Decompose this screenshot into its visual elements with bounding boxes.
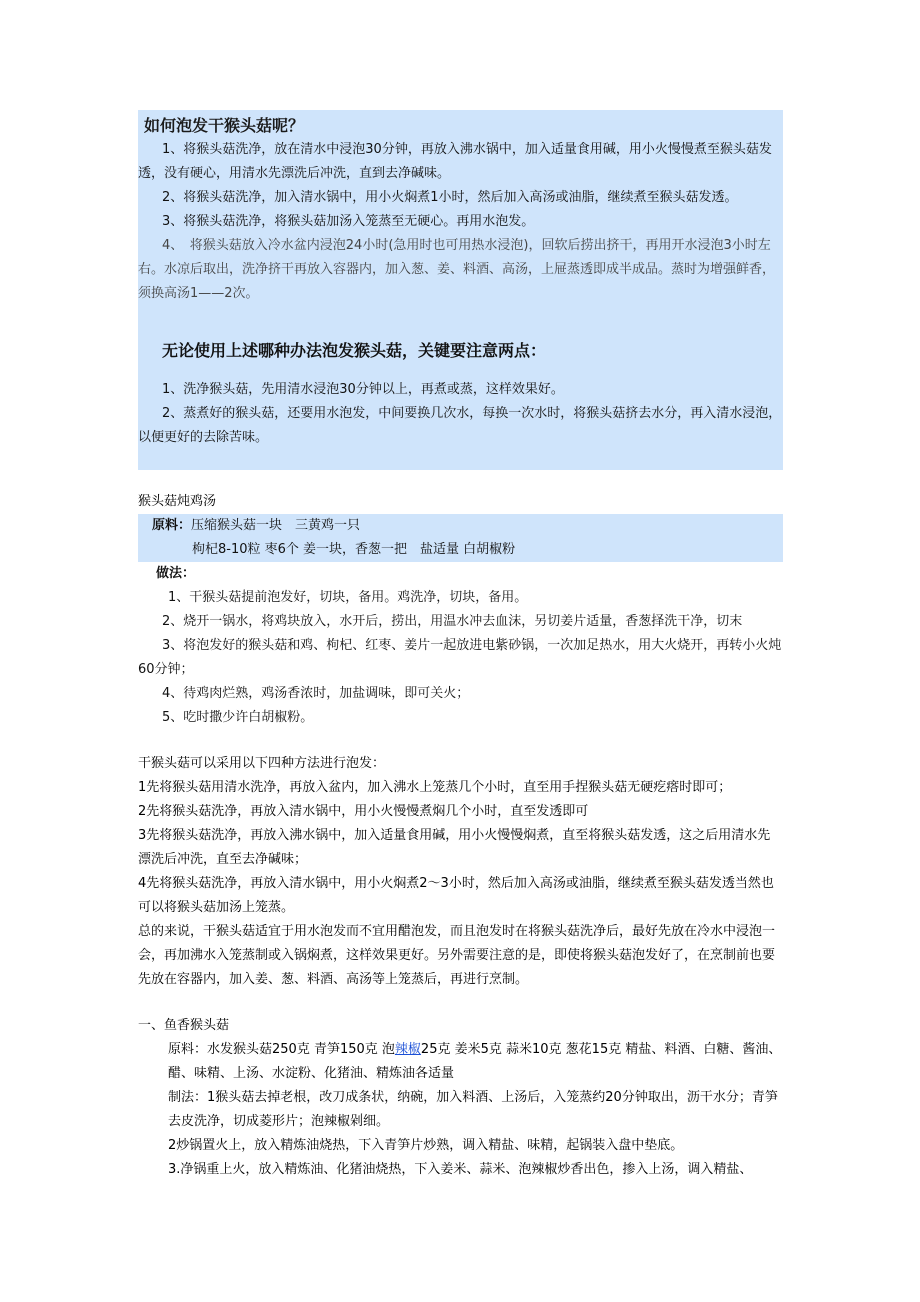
- ingredients-row-1: [138, 514, 783, 538]
- section-subtitle: 无论使用上述哪种办法泡发猴头菇，关键要注意两点：: [162, 341, 547, 360]
- ingredients-label: 原料：: [152, 518, 192, 533]
- method-4: 4先将猴头菇洗净，再放入清水锅中，用小火焖煮2～3小时，然后加入高汤或油脂，继续煮至猴头菇发透当然也可以将猴头菇加汤上笼蒸。: [138, 876, 774, 915]
- recipe2-ingredients: [138, 1038, 783, 1086]
- point-2: 2、蒸煮好的猴头菇，还要用水泡发，中间要换几次水，每换一次水时，将猴头菇挤去水分，再入清水浸泡，以便更好的去除苦味。: [138, 406, 782, 445]
- recipe-step-3: 3、将泡发好的猴头菇和鸡、枸杞、红枣、姜片一起放进电紫砂锅，一次加足热水，用大火烧开，再转小火炖60分钟；: [138, 638, 782, 677]
- section-title: 如何泡发干猴头菇呢？: [144, 116, 305, 135]
- method-label: 做法：: [156, 566, 196, 581]
- soaking-section: [138, 110, 783, 470]
- method-2: 2先将猴头菇洗净，再放入清水锅中，用小火慢慢煮焖几个小时，直至发透即可: [138, 804, 589, 819]
- recipe2-step-3: 3.净锅重上火，放入精炼油、化猪油烧热，下入姜米、蒜米、泡辣椒炒香出色，掺入上汤，调入精盐、: [168, 1162, 753, 1177]
- step-3: 3、将猴头菇洗净，将猴头菇加汤入笼蒸至无硬心。再用水泡发。: [162, 214, 535, 229]
- recipe-step-2: 2、烧开一锅水，将鸡块放入，水开后，捞出，用温水冲去血沫，另切姜片适量，香葱择洗干净，切末: [162, 614, 743, 629]
- document-page: [138, 110, 783, 1182]
- step-2: 2、将猴头菇洗净，加入清水锅中，用小火焖煮1小时，然后加入高汤或油脂，继续煮至猴头菇发透。: [162, 190, 738, 205]
- step-1: 1、将猴头菇洗净，放在清水中浸泡30分钟，再放入沸水锅中，加入适量食用碱，用小火慢慢煮至猴头菇发透，没有硬心，用清水先漂洗后冲洗，直到去净碱味。: [138, 142, 772, 181]
- step-4: 4、 将猴头菇放入冷水盆内浸泡24小时(急用时也可用热水浸泡)，回软后捞出挤干，再用开水浸泡3小时左右。水凉后取出，洗净挤干再放入容器内，加入葱、姜、料酒、高汤，上屉蒸透即成半成品。蒸时为增强鲜香，须换高汤1——2次。: [138, 238, 776, 301]
- recipe-title: 猴头菇炖鸡汤: [138, 494, 217, 509]
- point-1: 1、洗净猴头菇，先用清水浸泡30分钟以上，再煮或蒸，这样效果好。: [162, 382, 564, 397]
- ingredients-line-1: 压缩猴头菇一块 三黄鸡一只: [191, 518, 361, 533]
- recipe2-title: 一、鱼香猴头菇: [138, 1018, 230, 1033]
- chili-link[interactable]: 辣椒: [394, 1042, 421, 1057]
- method-3: 3先将猴头菇洗净，再放入沸水锅中，加入适量食用碱，用小火慢慢焖煮，直至将猴头菇发透，这之后用清水先漂洗后冲洗，直至去净碱味；: [138, 828, 771, 867]
- recipe2-step-1: 制法：1猴头菇去掉老根，改刀成条状，纳碗，加入料酒、上汤后，入笼蒸约20分钟取出，沥干水分；青笋去皮洗净，切成菱形片；泡辣椒剁细。: [168, 1090, 778, 1129]
- method-1: 1先将猴头菇用清水洗净，再放入盆内，加入沸水上笼蒸几个小时，直至用手捏猴头菇无硬疙瘩时即可；: [138, 780, 732, 795]
- ingredients-text: 原料：水发猴头菇250克 青笋150克 泡: [168, 1042, 395, 1057]
- ingredients-block: [138, 514, 783, 562]
- recipe-step-4: 4、待鸡肉烂熟，鸡汤香浓时，加盐调味，即可关火；: [162, 686, 470, 701]
- recipe-step-5: 5、吃时撒少许白胡椒粉。: [162, 710, 314, 725]
- methods-summary: 总的来说，干猴头菇适宜于用水泡发而不宜用醋泡发，而且泡发时在将猴头菇洗净后，最好先放在冷水中浸泡一会，再加沸水入笼蒸制或入锅焖煮，这样效果更好。另外需要注意的是，即使将猴头菇泡发好了，在烹制前也要先放在容器内，加入姜、葱、料酒、高汤等上笼蒸后，再进行烹制。: [138, 924, 776, 987]
- ingredients-line-2: 枸杞8-10粒 枣6个 姜一块，香葱一把 盐适量 白胡椒粉: [192, 542, 516, 557]
- methods-intro: 干猴头菇可以采用以下四种方法进行泡发：: [138, 756, 386, 771]
- recipe2-step-2: 2炒锅置火上，放入精炼油烧热，下入青笋片炒熟，调入精盐、味精，起锅装入盘中垫底。: [168, 1138, 684, 1153]
- ingredients-text-rest: 25克 姜米5克 蒜米10克 葱花15克 精盐、料酒、白糖、酱油、醋、味精、上汤、水淀粉、化猪油、精炼油各适量: [168, 1042, 782, 1081]
- recipe-step-1: 1、干猴头菇提前泡发好，切块，备用。鸡洗净，切块，备用。: [168, 590, 528, 605]
